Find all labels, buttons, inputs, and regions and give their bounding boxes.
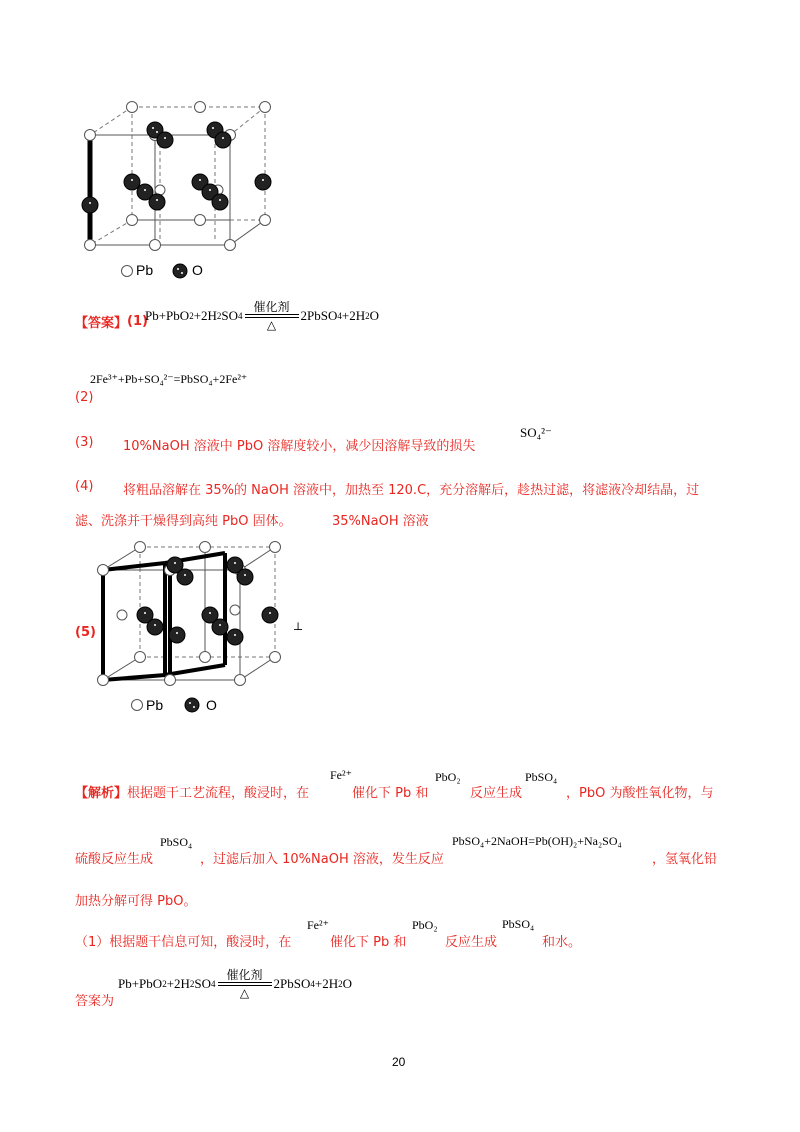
analysis-p2-c: ，氢氧化铅: [652, 852, 718, 867]
answer-text-4-tail: 35%NaOH 溶液: [332, 514, 429, 529]
legend-pb-label-2: Pb: [146, 697, 164, 713]
analysis-p1-b: 催化下 Pb 和: [352, 786, 429, 801]
pbso4-1: PbSO₄: [525, 770, 558, 784]
crystal-structure-diagram-2: [95, 535, 295, 725]
equation-1: Pb+PbO 2 +2H 2 SO 4 催化剂 △ 2PbSO 4 +2H 2 O: [145, 300, 380, 332]
sulfate-ion-3: SO₄²⁻: [520, 425, 552, 440]
side-mark: ⊥: [293, 621, 304, 633]
analysis-p1-c: 反应生成: [470, 786, 523, 801]
answer-item-1: (1): [127, 314, 148, 329]
reaction-condition: 催化剂 △: [245, 300, 299, 332]
legend-pb-label-1: Pb: [136, 262, 154, 278]
equation-1-repeat: Pb+PbO 2 +2H 2 SO 4 催化剂 △ 2PbSO 4 +2H 2 O: [118, 968, 353, 1000]
page-number: 20: [392, 1055, 406, 1069]
answer-text-4-line-1: 将粗品溶解在 35%的 NaOH 溶液中，加热至 120.C，充分溶解后，趁热过滤，将滤液冷却结晶，过: [123, 483, 700, 498]
answer-item-2: (2): [75, 390, 94, 405]
answer-label: 【答案】: [75, 316, 128, 331]
pbo2-2: PbO₂: [412, 918, 438, 932]
analysis-q1-d: 和水。: [542, 935, 582, 950]
crystal-structure-diagram-1: [60, 95, 290, 290]
analysis-p3: 加热分解可得 PbO。: [75, 894, 197, 909]
answer-line-1: [75, 312, 148, 331]
equation-naoh: PbSO₄+2NaOH=Pb(OH)₂+Na₂SO₄: [452, 834, 622, 848]
analysis-q1-b: 催化下 Pb 和: [330, 935, 407, 950]
pbso4-2: PbSO₄: [160, 835, 193, 849]
reaction-condition-2: 催化剂 △: [218, 968, 272, 1000]
analysis-line-1: 【解析】根据题干工艺流程，酸浸时，在: [75, 786, 310, 801]
legend-o-label-1: O: [192, 262, 203, 278]
answer-text-3: 10%NaOH 溶液中 PbO 溶解度较小，减少因溶解导致的损失: [123, 439, 476, 454]
answer-item-4: (4): [75, 479, 94, 494]
pbso4-3: PbSO₄: [502, 917, 535, 931]
legend-o-label-2: O: [206, 697, 217, 713]
analysis-label: 【解析】: [75, 786, 128, 801]
answer-item-3: (3): [75, 435, 94, 450]
fe2-ion-1: Fe²⁺: [330, 768, 352, 782]
analysis-q1-c: 反应生成: [445, 935, 498, 950]
analysis-p1-d: ，PbO 为酸性氧化物，与: [566, 786, 714, 801]
answer-label-2: 答案为: [75, 994, 115, 1009]
analysis-p2-a: 硫酸反应生成: [75, 852, 154, 867]
answer-item-5: (5): [75, 625, 96, 640]
pbo2-1: PbO₂: [435, 770, 461, 784]
analysis-q1-a: （1）根据题干信息可知，酸浸时，在: [75, 935, 292, 950]
equation-2: 2Fe³⁺+Pb+SO₄²⁻=PbSO₄+2Fe²⁺: [90, 372, 248, 386]
analysis-p2-b: ，过滤后加入 10%NaOH 溶液，发生反应: [200, 852, 444, 867]
answer-text-4-line-2: 滤、洗涤并干燥得到高纯 PbO 固体。: [75, 514, 292, 529]
fe2-ion-2: Fe²⁺: [307, 918, 329, 932]
